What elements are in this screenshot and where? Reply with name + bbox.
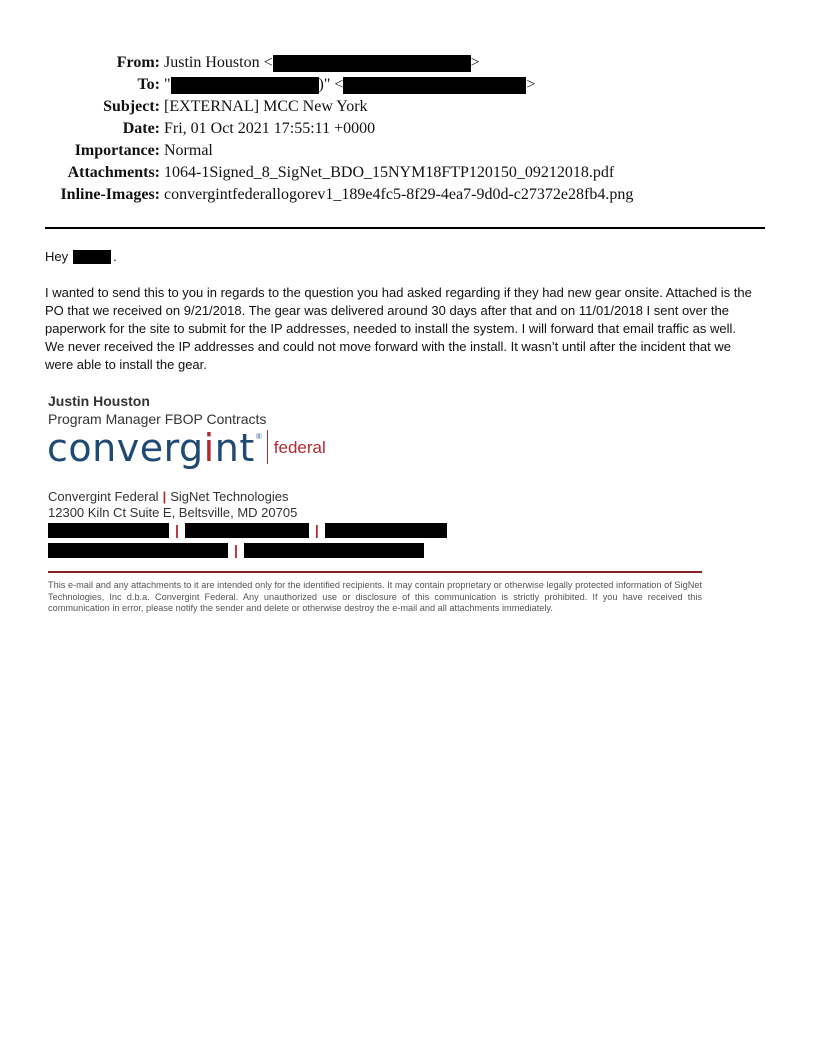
date-value: Fri, 01 Oct 2021 17:55:11 +0000 (164, 120, 376, 137)
logo-federal: federal (273, 438, 326, 457)
redaction-bar (73, 250, 111, 264)
attachment-file: 1064-1Signed_8_SigNet_BDO_15NYM18FTP120150_09212018.pdf (164, 164, 615, 181)
date-label: Date: (122, 120, 160, 137)
redaction-bar (48, 523, 169, 538)
logo-wordmark: convergint (47, 426, 255, 470)
from-row (0, 52, 780, 74)
importance-row (0, 140, 780, 162)
subject-row (0, 96, 780, 118)
logo-divider (267, 430, 268, 464)
greeting-start: Hey (45, 249, 69, 264)
from-name: Justin Houston < (164, 54, 273, 71)
convergint-federal-logo (47, 428, 326, 472)
pipe-separator: | (234, 542, 238, 558)
to-start: " (164, 76, 171, 93)
attachments-row (0, 162, 780, 184)
to-mid: )" < (318, 76, 344, 93)
signature-name: Justin Houston (48, 393, 150, 409)
logo-trademark: ® (255, 432, 262, 441)
redaction-bar (171, 77, 319, 94)
header-divider (45, 227, 765, 229)
signature-address (48, 489, 297, 521)
inline-image-file: convergintfederallogorev1_189e4fc5-8f29-4ea7-9d0d-c27372e28fb4.png (164, 186, 634, 203)
email-header (0, 52, 780, 206)
from-end: > (470, 54, 480, 71)
greeting (45, 248, 757, 266)
to-label: To: (137, 76, 160, 93)
greeting-end: . (113, 249, 117, 264)
subject-label: Subject: (103, 98, 160, 115)
to-row (0, 74, 780, 96)
inline-images-row (0, 184, 780, 206)
redaction-bar (185, 523, 309, 538)
to-end: > (526, 76, 536, 93)
signature-block (48, 392, 266, 428)
attachments-label: Attachments: (67, 164, 160, 181)
redaction-bar (244, 543, 424, 558)
company-name: Convergint Federal (48, 489, 159, 504)
subject-value: [EXTERNAL] MCC New York (164, 98, 368, 115)
pipe-separator: | (162, 489, 167, 504)
message-paragraph: I wanted to send this to you in regards to the question you had asked regarding if they had new gear onsite. Attached is the PO that we received on 9/21/2018. The gear was delivered around 30 days after that and on 11/01/2018 I sent over the paperwork for the site to submit for the IP addresses, needed to install the system. I will forward that email traffic as well. We never received the IP addresses and could not move forward with the install. It wasn’t until after the incident that we were able to install the gear. (45, 285, 752, 372)
importance-label: Importance: (74, 142, 160, 159)
pipe-separator: | (314, 522, 319, 538)
importance-value: Normal (164, 142, 213, 159)
company-name-2: SigNet Technologies (170, 489, 289, 504)
redaction-bar (343, 77, 526, 94)
redaction-bar (325, 523, 447, 538)
company-line (48, 489, 297, 505)
redacted-contact-line (48, 521, 447, 539)
date-row (0, 118, 780, 140)
street-address: 12300 Kiln Ct Suite E, Beltsville, MD 20705 (48, 505, 298, 520)
redaction-bar (273, 55, 471, 72)
confidentiality-disclaimer: This e-mail and any attachments to it are intended only for the identified recipients. It may contain proprietary or otherwise legally protected information of SigNet Technologies, Inc d.b.a. Convergint Federal. Any unauthorized use or disclosure of this communication is strictly prohibited. If you have received this communication in error, please notify the sender and delete or otherwise destroy the e-mail and all attachments immediately. (48, 580, 702, 613)
disclaimer-divider (48, 571, 702, 573)
redacted-contact-line (48, 541, 424, 559)
redaction-bar (48, 543, 228, 558)
pipe-separator: | (175, 522, 179, 538)
from-label: From: (116, 54, 160, 71)
inline-images-label: Inline-Images: (60, 186, 160, 203)
signature-title: Program Manager FBOP Contracts (48, 411, 267, 427)
